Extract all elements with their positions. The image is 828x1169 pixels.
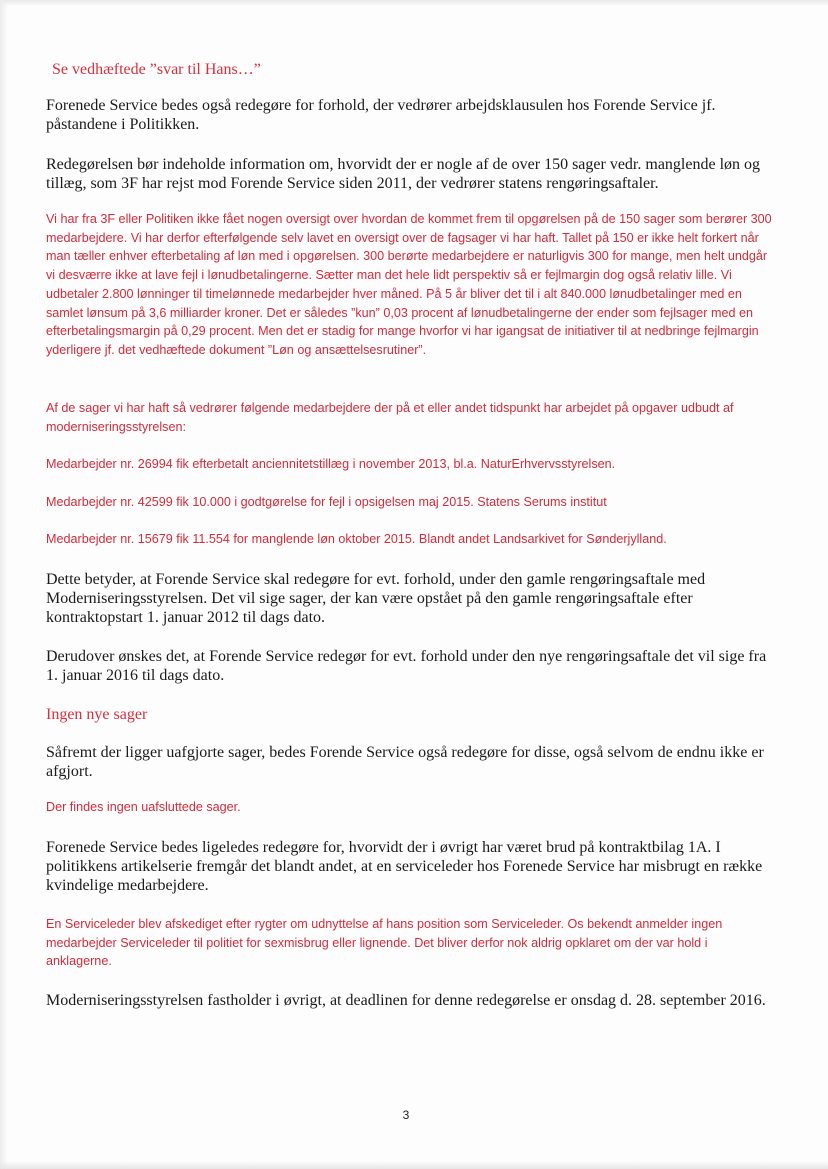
response-no-open-cases: Der findes ingen uafsluttede sager. (46, 800, 241, 814)
request-paragraph-150-cases: Redegørelsen bør indeholde information om, hvorvidt der er nogle af de over 150 sager vedr. manglende løn og tillæg, som 3F har rejst mod Forende Service siden 2011, der vedrører statens rengøringsaftaler. (46, 156, 761, 192)
request-paragraph-contract-breach: Forenede Service bedes ligeledes redegøre for, hvorvidt der i øvrigt har været brud på kontraktbilag 1A. I politikkens artikelserie fremgår det blandt andet, at en serviceleder hos Forenede Service har misbrugt en række kvindelige medarbejdere. (46, 839, 763, 894)
scan-edge-bottom (0, 1161, 828, 1169)
attachment-reference-note: Se vedhæftede ”svar til Hans…” (52, 61, 261, 78)
request-paragraph-new-agreement: Derudover ønskes det, at Forende Service redegør for evt. forhold under den nye rengøringsaftale det vil sige fra 1. januar 2016 til dags dato. (46, 648, 767, 684)
response-service-leader: En Serviceleder blev afskediget efter rygter om udnyttelse af hans position som Serviceleder. Os bekendt anmelder ingen medarbejder Serviceleder til politiet for sexmisbrug eller lignende. Det bliver derfor nok aldrig opklaret om der var hold i anklagerne. (46, 917, 723, 969)
response-no-new-cases: Ingen nye sager (46, 706, 148, 723)
deadline-paragraph: Moderniseringsstyrelsen fastholder i øvrigt, at deadlinen for denne redegørelse er onsdag d. 28. september 2016. (46, 992, 766, 1009)
case-employee-15679: Medarbejder nr. 15679 fik 11.554 for manglende løn oktober 2015. Blandt andet Landsarkivet for Sønderjylland. (46, 532, 667, 546)
request-paragraph-work-clause: Forenede Service bedes også redegøre for forhold, der vedrører arbejdsklausulen hos Forende Service jf. påstandene i Politikken. (46, 97, 716, 133)
case-employee-26994: Medarbejder nr. 26994 fik efterbetalt anciennitetstillæg i november 2013, bl.a. NaturErhvervsstyrelsen. (46, 457, 616, 471)
scan-edge-top (0, 0, 828, 6)
request-paragraph-old-agreement: Dette betyder, at Forende Service skal redegøre for evt. forhold, under den gamle rengøringsaftale med Moderniseringsstyrelsen. Det vil sige sager, der kan være opstået på den gamle rengøringsaftale efter kontraktopstart 1. januar 2012 til dags dato. (46, 571, 706, 626)
response-overview-of-cases: Vi har fra 3F eller Politiken ikke fået nogen oversigt over hvordan de kommet frem til opgørelsen på de 150 sager som berører 300 medarbejdere. Vi har derfor efterfølgende selv lavet en oversigt over de fagsager vi har haft. Tallet på 150 er ikke helt forkert når man tæller enhver efterbetaling af løn med i opgørelsen. 300 berørte medarbejdere er naturligvis 300 for mange, men helt undgår vi desværre ikke at lave fejl i lønudbetalingerne. Sætter man det hele lidt perspektiv så er fejlmargin dog også relativ lille. Vi udbetaler 2.800 lønninger til timelønnede medarbejder hver måned. På 5 år bliver det til i alt 840.000 lønudbetalinger med en samlet lønsum på 3,6 milliarder kroner. Det er således ”kun” 0,03 procent af lønudbetalingerne der ender som fejlsager med en efterbetalingsmargin på 0,29 procent. Men det er stadig for mange hvorfor vi har igangsat de initiativer til at nedbringe fejlmargin yderligere jf. det vedhæftede dokument ”Løn og ansættelsesrutiner”. (46, 212, 772, 357)
case-employee-42599: Medarbejder nr. 42599 fik 10.000 i godtgørelse for fejl i opsigelsen maj 2015. Statens Serums institut (46, 495, 607, 509)
page-number: 3 (402, 1108, 410, 1122)
scan-edge-left (0, 0, 8, 1169)
request-paragraph-pending-cases: Såfremt der ligger uafgjorte sager, bedes Forende Service også redegøre for disse, også selvom de endnu ikke er afgjort. (46, 744, 764, 780)
response-relevant-employees-intro: Af de sager vi har haft så vedrører følgende medarbejdere der på et eller andet tidspunkt har arbejdet på opgaver udbudt af moderniseringsstyrelsen: (46, 401, 734, 434)
